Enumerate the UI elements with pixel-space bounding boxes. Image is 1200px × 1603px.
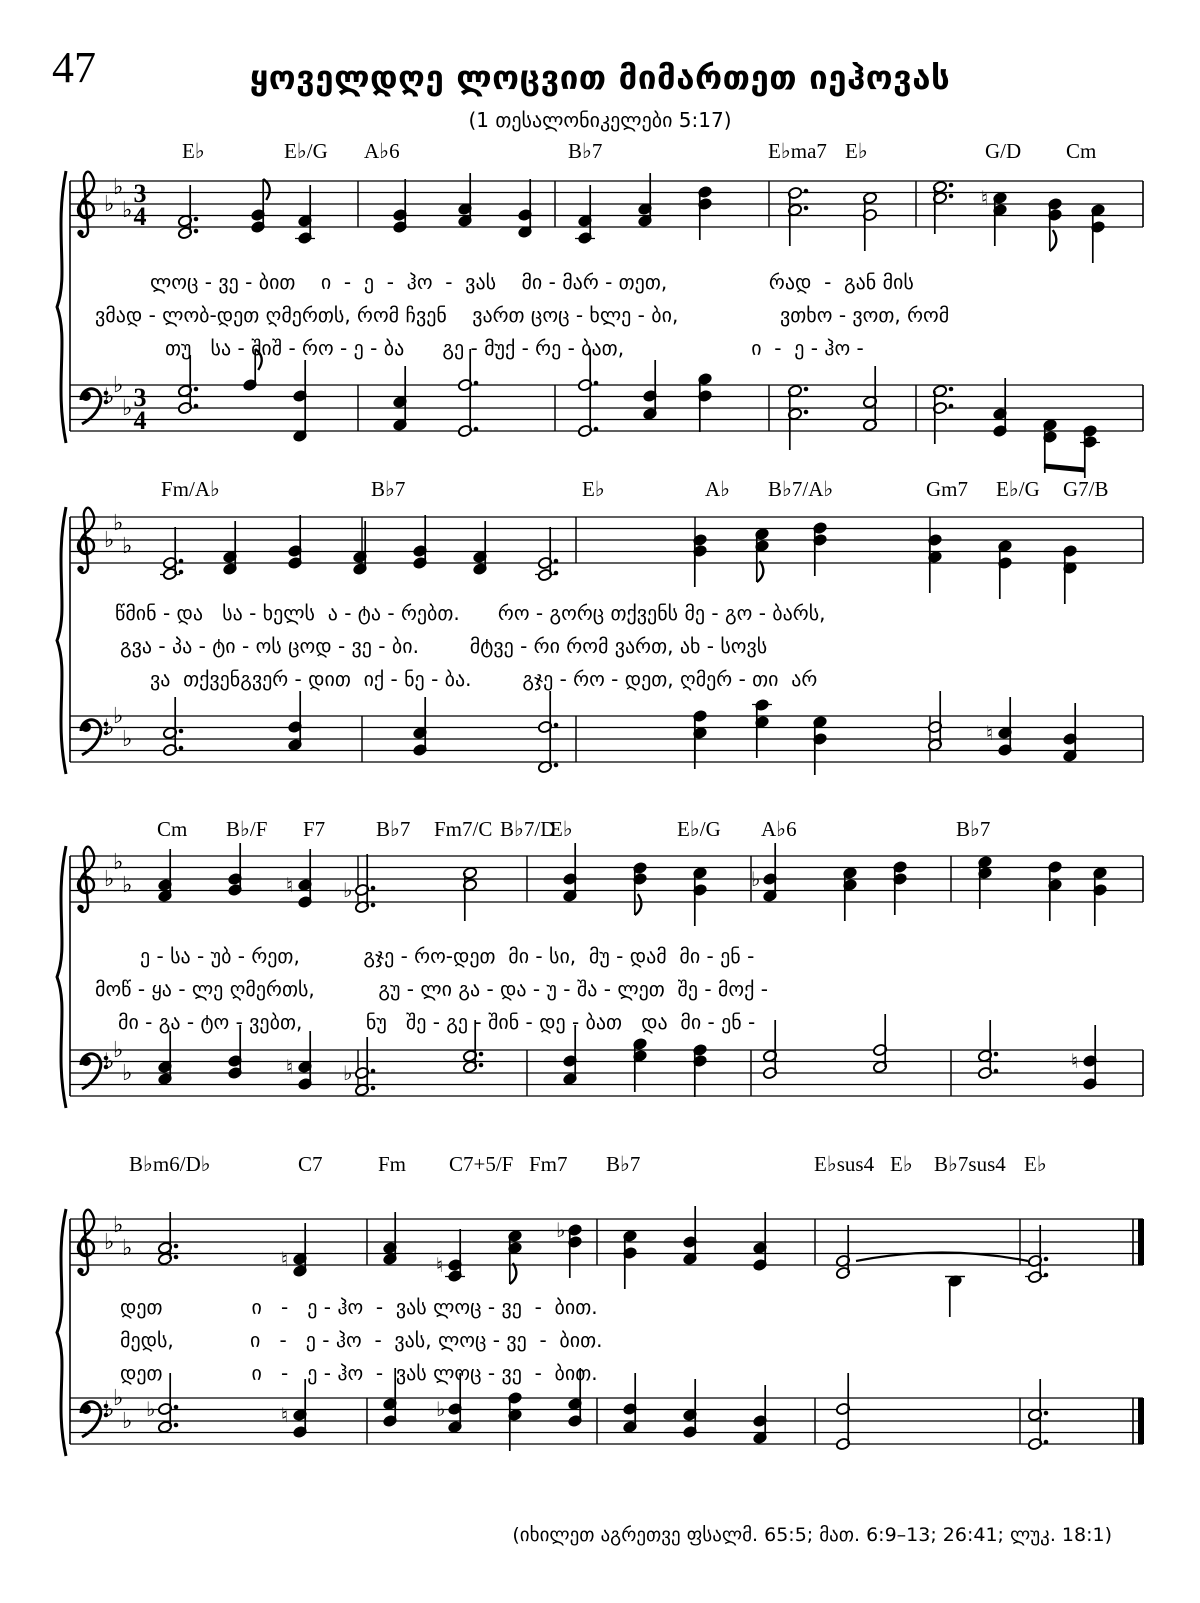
augmentation-dot xyxy=(949,404,954,409)
augmentation-dot xyxy=(804,206,809,211)
lyric-line-verse-3: თუ სა - შიშ - რო - ე - ბა გე - მუქ - რე - ბათ, ი - ე - ჰო - xyxy=(165,336,864,360)
system-brace xyxy=(57,507,66,774)
accidental-sign: ♭ xyxy=(146,1397,156,1421)
note-chord xyxy=(752,698,772,758)
chord-symbol: B♭7sus4 xyxy=(934,1152,1006,1176)
augmentation-dot xyxy=(554,723,559,728)
song-number: 47 xyxy=(52,43,96,92)
augmentation-dot xyxy=(174,1244,179,1249)
note-chord xyxy=(177,185,198,240)
note-chord xyxy=(412,515,427,570)
flat-sign: ♭ xyxy=(113,704,124,729)
augmentation-dot xyxy=(479,1063,484,1068)
time-signature-digit: 4 xyxy=(133,202,147,231)
note-chord xyxy=(556,1218,583,1278)
augmentation-dot xyxy=(1044,1440,1049,1445)
note-chord xyxy=(517,179,532,239)
note-chord xyxy=(754,527,769,582)
augmentation-dot xyxy=(179,729,184,734)
flat-sign: ♭ xyxy=(104,715,115,741)
note-chord xyxy=(287,691,302,752)
augmentation-dot xyxy=(804,410,809,415)
chord-symbol: E♭ xyxy=(890,1152,913,1176)
augmentation-dot xyxy=(174,1405,179,1410)
note-chord xyxy=(507,1229,522,1284)
note-chord xyxy=(1062,544,1077,604)
eighth-flag xyxy=(635,894,642,915)
chord-symbol: B♭7 xyxy=(371,477,406,501)
flat-sign: ♭ xyxy=(113,850,124,875)
augmentation-dot xyxy=(194,404,199,409)
augmentation-dot xyxy=(594,427,599,432)
chord-symbol: C7 xyxy=(298,1152,323,1176)
lyric-line-verse-1: წმინ - და სა - ხელს ა - ტა - რებთ. რო - გორც თქვენს მე - გო - ბარს, xyxy=(115,601,826,625)
flat-sign: ♭ xyxy=(104,1049,115,1075)
system-3 xyxy=(57,843,1143,1108)
accidental-sign: ♮ xyxy=(286,1055,294,1079)
flat-sign: ♭ xyxy=(113,1386,124,1411)
note-chord xyxy=(575,185,595,245)
note-chord xyxy=(632,861,647,915)
chord-symbol: E♭/G xyxy=(677,817,721,841)
system-brace xyxy=(57,846,66,1108)
augmentation-dot xyxy=(474,427,479,432)
lyric-line-verse-3: ვა თქვენგვერ - დით იქ - ნე - ბა. გჯე - რო - დეთ, ღმერ - თი არ xyxy=(150,667,818,691)
chord-symbol: Cm xyxy=(1066,139,1097,163)
flat-sign: ♭ xyxy=(104,867,115,892)
flat-sign: ♭ xyxy=(104,528,115,553)
note-chord xyxy=(932,384,953,444)
note-chord xyxy=(1047,197,1062,251)
augmentation-dot xyxy=(179,746,184,751)
eighth-flag xyxy=(263,179,270,200)
chord-symbol: E♭ma7 xyxy=(768,139,827,163)
note-chord xyxy=(752,1385,767,1445)
note-chord xyxy=(281,1379,308,1439)
beam xyxy=(1044,466,1085,470)
lyric-line-verse-2: გვა - პა - ტი - ოს ცოდ - ვე - ბი. მტვე - რი რომ ვართ, ახ - სოვს xyxy=(120,634,768,658)
augmentation-dot xyxy=(949,387,954,392)
lyric-line-verse-2: მედს, ი - ე - ჰო - ვას, ლოც - ვე - ბით. xyxy=(120,1328,603,1352)
note-chord xyxy=(622,1229,637,1289)
flat-sign: ♭ xyxy=(113,1038,124,1063)
lyric-line-verse-1: ლოც - ვე - ბით ი - ე - ჰო - ვას მი - მარ - თეთ, რად - გან მის xyxy=(150,270,914,294)
song-title: ყოველდღე ლოცვით მიმართეთ იეჰოვას xyxy=(249,58,951,97)
note-chord xyxy=(622,1373,637,1434)
note-chord xyxy=(642,360,657,421)
note-chord xyxy=(842,866,857,921)
eighth-flag xyxy=(510,1263,517,1284)
note-chord xyxy=(343,1037,375,1097)
note-chord xyxy=(462,866,477,921)
note-chord xyxy=(892,860,907,915)
note-chord xyxy=(986,697,1013,757)
note-chord xyxy=(632,1037,647,1092)
accidental-sign: ♭ xyxy=(343,878,353,902)
system-brace xyxy=(57,1209,66,1456)
augmentation-dot xyxy=(594,381,599,386)
note-chord xyxy=(562,1025,577,1086)
note-chord xyxy=(1090,203,1105,263)
note-chord xyxy=(562,843,577,903)
accidental-sign: ♮ xyxy=(1071,1049,1079,1073)
flat-sign: ♭ xyxy=(104,1397,115,1423)
augmentation-dot xyxy=(174,1423,179,1428)
augmentation-dot xyxy=(554,571,559,576)
chord-symbol: G/D xyxy=(985,139,1022,163)
augmentation-dot xyxy=(371,903,376,908)
system-brace xyxy=(57,171,66,443)
note-chord xyxy=(160,527,183,581)
flat-sign: ♭ xyxy=(104,1230,115,1255)
note-chord xyxy=(157,1212,178,1266)
flat-sign: ♭ xyxy=(122,534,133,559)
note-chord xyxy=(945,1274,965,1317)
key-signature xyxy=(104,373,132,421)
flat-sign: ♭ xyxy=(122,873,133,898)
final-thick-barline xyxy=(1138,1398,1144,1444)
note-chord xyxy=(343,854,375,914)
note-chord xyxy=(787,186,808,246)
flat-sign: ♭ xyxy=(104,192,115,217)
time-signature xyxy=(134,179,147,231)
flat-sign: ♭ xyxy=(113,1213,124,1238)
key-signature xyxy=(104,1386,132,1434)
accidental-sign: ♮ xyxy=(981,186,989,210)
note-chord xyxy=(295,185,315,245)
augmentation-dot xyxy=(554,763,559,768)
time-signature-digit: 4 xyxy=(133,406,147,435)
note-chord xyxy=(535,527,558,582)
note-chord xyxy=(1027,1379,1048,1451)
lyric-line-verse-1: ე - სა - უბ - რეთ, გჯე - რო-დეთ მი - სი, მუ - დამ მი - ენ - xyxy=(140,944,755,968)
flat-sign: ♭ xyxy=(122,1236,133,1261)
flat-sign: ♭ xyxy=(113,373,124,398)
note-chord xyxy=(222,521,237,576)
note-chord xyxy=(412,697,427,757)
chord-symbol: B♭7/D xyxy=(500,817,556,841)
augmentation-dot xyxy=(371,1069,376,1074)
note-chord xyxy=(157,849,172,903)
chord-symbol: E♭sus4 xyxy=(814,1152,875,1176)
lyric-line-verse-2: მოწ - ყა - ლე ღმერთს, გუ - ლი გა - და - უ - შა - ლეთ შე - მოქ - xyxy=(95,977,768,1001)
chord-symbol: A♭6 xyxy=(761,817,797,841)
note-chord xyxy=(1071,1025,1098,1091)
accidental-sign: ♭ xyxy=(556,1218,566,1242)
note-chord xyxy=(697,185,712,240)
chord-symbol: Fm7 xyxy=(529,1152,568,1176)
lyric-line-verse-1: დეთ ი - ე - ჰო - ვას ლოც - ვე - ბით. xyxy=(120,1295,598,1319)
note-chord xyxy=(682,1379,697,1439)
chord-symbol: B♭7 xyxy=(376,817,411,841)
augmentation-dot xyxy=(371,886,376,891)
chord-symbol: B♭7 xyxy=(956,817,991,841)
chord-symbol: F7 xyxy=(303,817,326,841)
note-chord xyxy=(977,855,992,909)
augmentation-dot xyxy=(994,1052,999,1057)
note-chord xyxy=(872,1014,887,1074)
augmentation-dot xyxy=(194,229,199,234)
note-chord xyxy=(862,191,877,251)
augmentation-dot xyxy=(174,1255,179,1260)
note-chord xyxy=(692,1043,707,1097)
note-chord xyxy=(281,1223,308,1278)
chord-symbol: Fm/A♭ xyxy=(161,477,220,501)
flat-sign: ♭ xyxy=(122,1061,133,1086)
note-chord xyxy=(692,533,707,587)
accidental-sign: ♮ xyxy=(281,1247,289,1271)
augmentation-dot xyxy=(994,1069,999,1074)
augmentation-dot xyxy=(1044,1273,1049,1278)
key-signature xyxy=(104,704,132,752)
lyric-line-verse-2: ვმად - ლობ-დეთ ღმერთს, რომ ჩვენ ვართ ცოც - ხლე - ბი, ვთხო - ვოთ, რომ xyxy=(95,303,950,327)
note-chord xyxy=(787,384,808,450)
augmentation-dot xyxy=(194,387,199,392)
accidental-sign: ♭ xyxy=(343,1061,353,1085)
augmentation-dot xyxy=(949,194,954,199)
accidental-sign: ♭ xyxy=(436,1397,446,1421)
note-chord xyxy=(862,366,877,432)
note-chord xyxy=(812,715,827,775)
time-signature-digit: 3 xyxy=(133,179,147,208)
time-signature-digit: 3 xyxy=(133,383,147,412)
flat-sign: ♭ xyxy=(113,511,124,536)
chord-symbol: E♭ xyxy=(845,139,868,163)
flat-sign: ♭ xyxy=(122,396,133,421)
key-signature xyxy=(104,1038,132,1086)
note-chord xyxy=(472,521,487,576)
note-chord xyxy=(352,521,367,576)
chord-symbol: B♭7 xyxy=(568,139,603,163)
note-chord xyxy=(392,366,407,432)
flat-sign: ♭ xyxy=(104,384,115,410)
chord-symbol: E♭ xyxy=(1024,1152,1047,1176)
augmentation-dot xyxy=(1044,1411,1049,1416)
note-chord xyxy=(227,843,242,897)
note-chord xyxy=(997,539,1012,599)
chord-symbol: E♭/G xyxy=(284,139,328,163)
eighth-flag xyxy=(757,561,764,582)
accidental-sign: ♮ xyxy=(281,1403,289,1427)
note-chord xyxy=(812,521,827,576)
note-chord xyxy=(1092,866,1107,926)
chord-symbol: E♭ xyxy=(550,817,573,841)
note-chord xyxy=(250,179,269,234)
note-chord xyxy=(392,179,407,234)
chord-symbol: B♭7/A♭ xyxy=(768,477,834,501)
note-chord xyxy=(835,1373,850,1451)
note-chord xyxy=(1025,1225,1048,1284)
note-chord xyxy=(286,1031,313,1091)
lyric-line-verse-3: დეთ ი - ე - ჰო - ვას ლოც - ვე - ბით. xyxy=(120,1361,598,1385)
note-chord xyxy=(457,349,478,438)
augmentation-dot xyxy=(179,570,184,575)
flat-sign: ♭ xyxy=(122,198,133,223)
note-chord xyxy=(682,1206,697,1266)
note-chord xyxy=(436,1229,465,1283)
note-chord xyxy=(287,515,302,570)
chord-symbol: B♭/F xyxy=(226,817,268,841)
chord-symbol: Cm xyxy=(157,817,188,841)
augmentation-dot xyxy=(179,559,184,564)
flat-sign: ♭ xyxy=(122,727,133,752)
note-chord xyxy=(537,691,558,774)
note-chord xyxy=(162,697,183,757)
chord-symbol: Gm7 xyxy=(926,477,968,501)
accidental-sign: ♮ xyxy=(286,873,294,897)
scripture-subtitle: (1 თესალონიკელები 5:17) xyxy=(468,108,732,132)
chord-symbol: A♭6 xyxy=(364,139,400,163)
chord-symbol: A♭ xyxy=(705,477,731,501)
accidental-sign: ♭ xyxy=(751,867,761,891)
chord-symbol: B♭7 xyxy=(606,1152,641,1176)
augmentation-dot xyxy=(371,1086,376,1091)
note-chord xyxy=(751,843,778,903)
chord-symbol: E♭/G xyxy=(996,477,1040,501)
chord-symbol: Fm xyxy=(378,1152,407,1176)
note-chord xyxy=(292,360,307,443)
chord-symbol: B♭m6/D♭ xyxy=(129,1152,211,1176)
lyric-line-verse-3: მი - გა - ტო - ვებთ, ნუ შე - გე - შინ - დე - ბათ და მი - ენ - xyxy=(118,1010,756,1034)
note-chord xyxy=(1062,703,1077,763)
note-chord xyxy=(382,1212,397,1266)
note-chord xyxy=(577,349,598,438)
augmentation-dot xyxy=(479,1052,484,1057)
augmentation-dot xyxy=(554,559,559,564)
time-signature xyxy=(134,383,147,435)
flat-sign: ♭ xyxy=(113,175,124,200)
chord-symbol: C7+5/F xyxy=(449,1152,514,1176)
accidental-sign: ♮ xyxy=(986,721,994,745)
flat-sign: ♭ xyxy=(122,1409,133,1434)
chord-symbol: E♭ xyxy=(582,477,605,501)
chord-symbol: E♭ xyxy=(182,139,205,163)
chord-symbol: G7/B xyxy=(1063,477,1109,501)
footer-scripture-references: (იხილეთ აგრეთვე ფსალმ. 65:5; მათ. 6:9–13; 26:41; ლუკ. 18:1) xyxy=(512,1524,1112,1546)
augmentation-dot xyxy=(194,217,199,222)
eighth-flag xyxy=(1050,230,1057,251)
augmentation-dot xyxy=(474,381,479,386)
chord-symbol: Fm7/C xyxy=(434,817,493,841)
augmentation-dot xyxy=(804,189,809,194)
note-chord xyxy=(697,372,712,432)
accidental-sign: ♮ xyxy=(436,1253,444,1277)
final-thick-barline xyxy=(1138,1219,1144,1265)
note-chord xyxy=(157,1031,172,1086)
note-chord xyxy=(932,180,953,234)
note-chord xyxy=(835,1225,850,1280)
augmentation-dot xyxy=(949,183,954,188)
augmentation-dot xyxy=(1044,1257,1049,1262)
augmentation-dot xyxy=(804,387,809,392)
note-chord xyxy=(692,866,707,926)
